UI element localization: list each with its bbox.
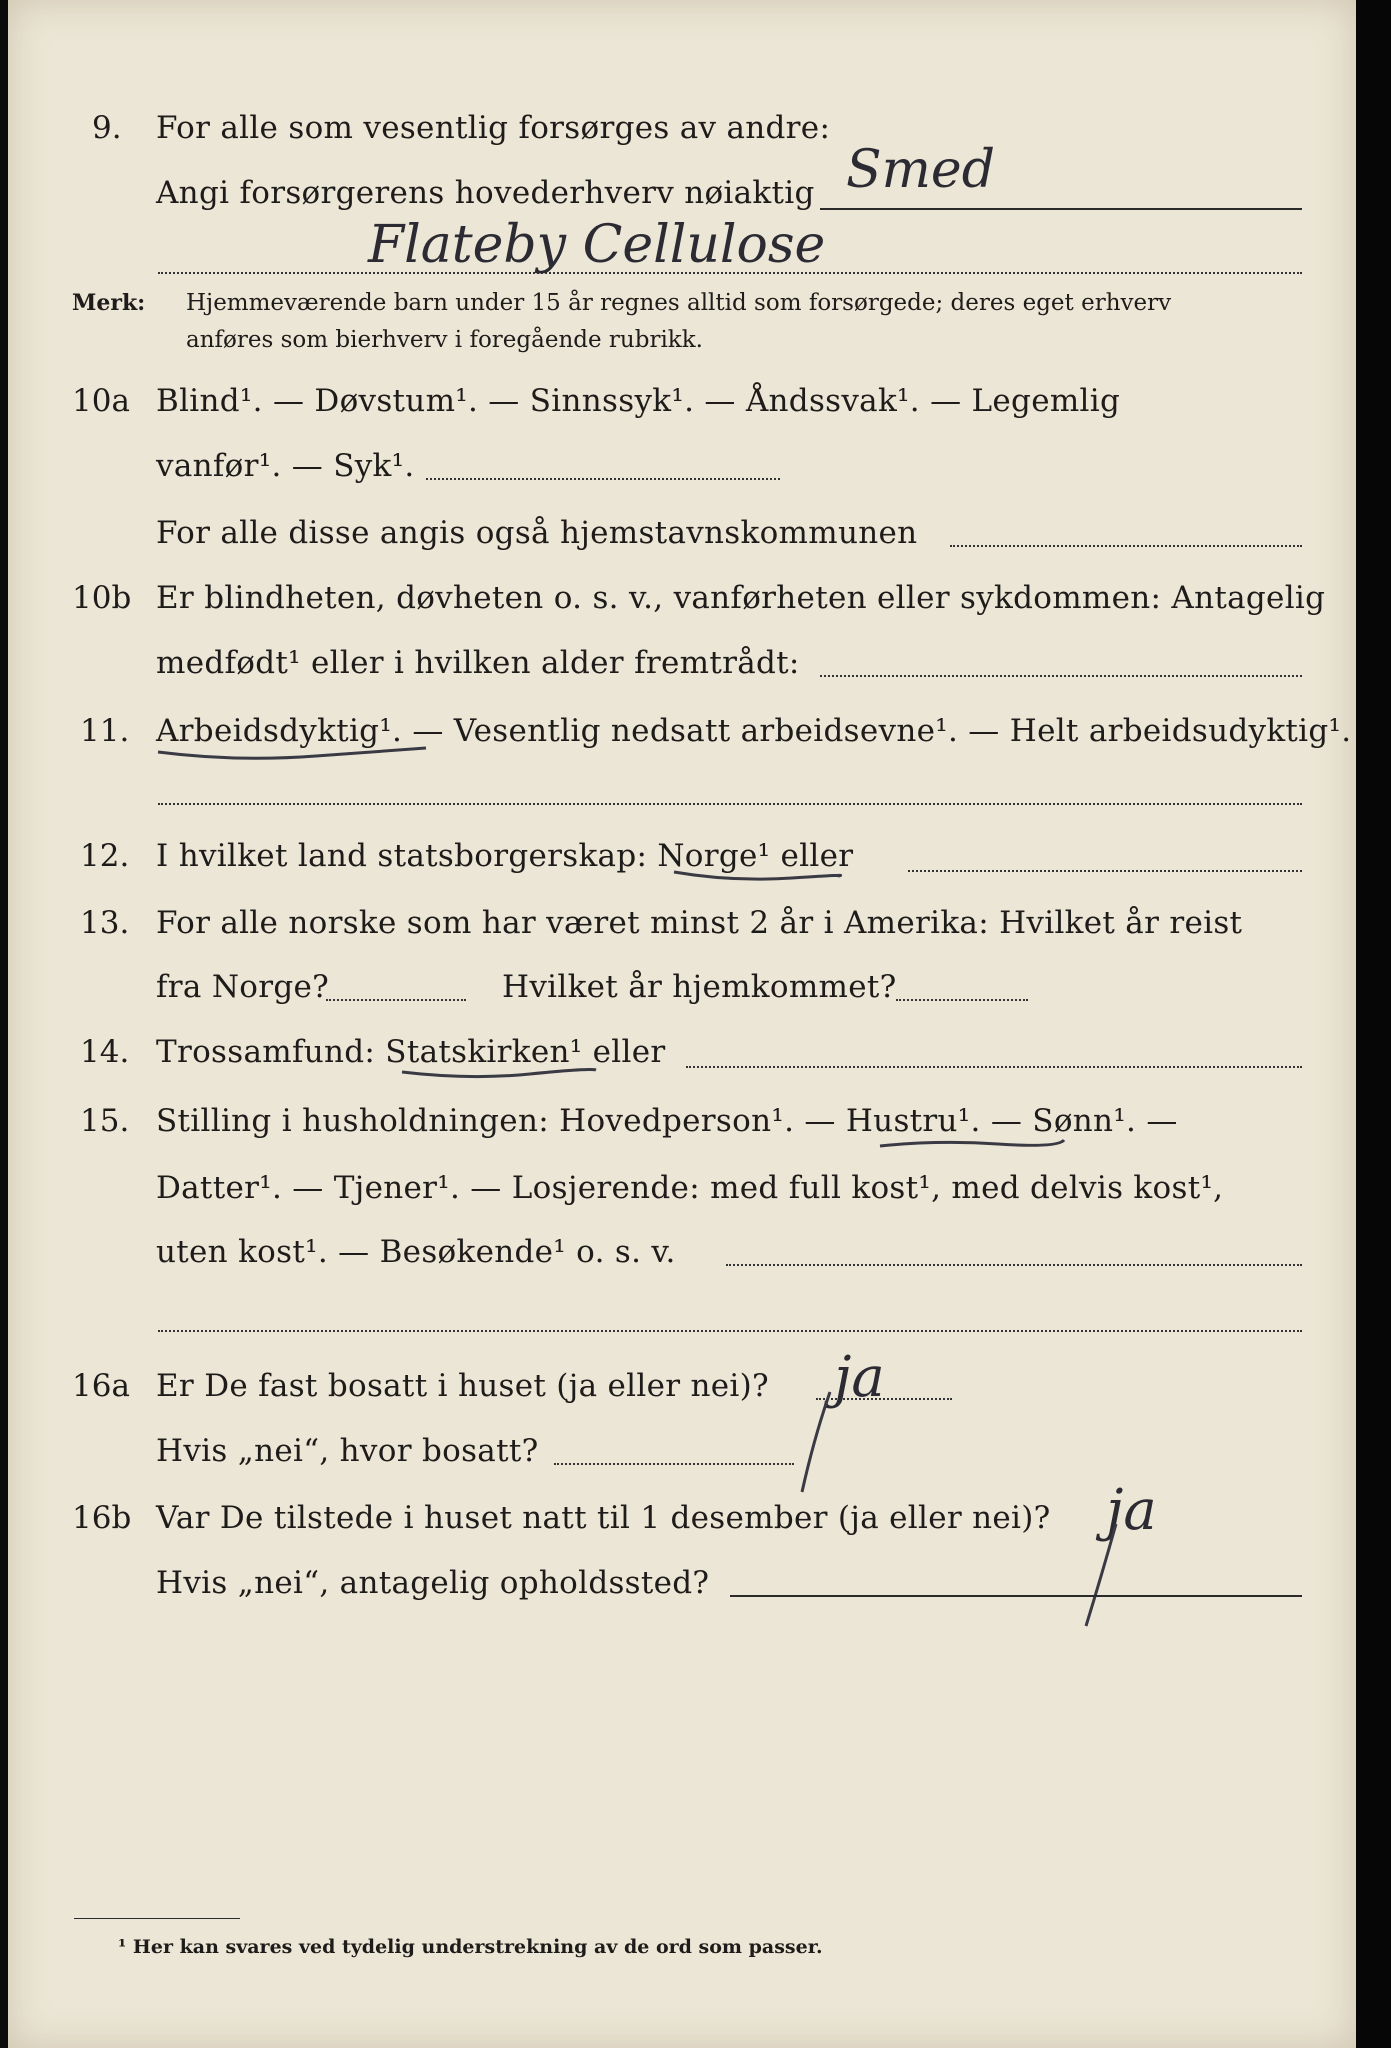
merk-line2: anføres som bierhverv i foregående rubrikk. <box>186 327 703 353</box>
footnote-divider <box>74 1918 240 1919</box>
q10a-line2: vanfør¹. — Syk¹. <box>156 448 415 484</box>
q14-line1: Trossamfund: Statskirken¹ eller <box>156 1034 666 1070</box>
q16a-line2: Hvis „nei“, hvor bosatt? <box>156 1433 539 1469</box>
q16b-number: 16b <box>72 1500 132 1536</box>
q10b-number: 10b <box>72 580 132 616</box>
q13-return-line <box>896 999 1028 1001</box>
scan-edge <box>1356 0 1391 2048</box>
q11-answer-line <box>158 803 1302 805</box>
q16a-handwritten-stroke <box>794 1388 834 1498</box>
q16a-line1: Er De fast bosatt i huset (ja eller nei)? <box>156 1368 769 1404</box>
q9-answer-line <box>820 208 1302 210</box>
q16a-residence-line <box>554 1463 794 1465</box>
q11-line1: Arbeidsdyktig¹. — Vesentlig nedsatt arbeidsevne¹. — Helt arbeidsudyktig¹. <box>156 713 1352 749</box>
q16b-line2: Hvis „nei“, antagelig opholdssted? <box>156 1565 710 1601</box>
q9-handwritten-occupation: Smed <box>846 140 995 200</box>
q10a-line1: Blind¹. — Døvstum¹. — Sinnssyk¹. — Åndssvak¹. — Legemlig <box>156 383 1121 419</box>
q10a-line3: For alle disse angis også hjemstavnskommunen <box>156 515 918 551</box>
q11-number: 11. <box>80 713 130 749</box>
q10a-answer-line <box>426 478 780 480</box>
q10a-number: 10a <box>72 383 130 419</box>
q16a-number: 16a <box>72 1368 130 1404</box>
q10b-line2: medfødt¹ eller i hvilken alder fremtrådt: <box>156 645 800 681</box>
merk-line1: Hjemmeværende barn under 15 år regnes alltid som forsørgede; deres eget erhverv <box>186 290 1172 316</box>
q10a-kommune-line <box>950 545 1302 547</box>
q15-number: 15. <box>80 1103 130 1139</box>
q13-line2a: fra Norge? <box>156 969 330 1005</box>
q15-line2: Datter¹. — Tjener¹. — Losjerende: med full kost¹, med delvis kost¹, <box>156 1170 1224 1206</box>
q12-answer-line <box>908 870 1302 872</box>
q10b-line1: Er blindheten, døvheten o. s. v., vanførheten eller sykdommen: Antagelig <box>156 580 1326 616</box>
q16b-answer-line <box>730 1595 1302 1597</box>
q9-line2: Angi forsørgerens hovederhverv nøiaktig <box>156 175 815 211</box>
footnote: ¹ Her kan svares ved tydelig understrekning av de ord som passer. <box>118 1936 823 1958</box>
q15-line3: uten kost¹. — Besøkende¹ o. s. v. <box>156 1234 676 1270</box>
q15-line1: Stilling i husholdningen: Hovedperson¹. — Hustru¹. — Sønn¹. — <box>156 1103 1178 1139</box>
q11-handwritten-underline <box>156 740 436 764</box>
census-form-page <box>8 0 1356 2048</box>
q13-number: 13. <box>80 905 130 941</box>
q14-answer-line <box>686 1066 1302 1068</box>
q9-line1: For alle som vesentlig forsørges av andre: <box>156 110 831 146</box>
q12-handwritten-underline <box>672 866 842 886</box>
q15-answer-line <box>726 1264 1302 1266</box>
q9-handwritten-employer: Flateby Cellulose <box>368 215 826 275</box>
q12-line1: I hvilket land statsborgerskap: Norge¹ eller <box>156 838 854 874</box>
q15-answer-line-2 <box>158 1330 1302 1332</box>
q12-number: 12. <box>80 838 130 874</box>
q16b-handwritten-answer: ja <box>1106 1478 1157 1543</box>
q16b-handwritten-stroke <box>1076 1520 1122 1630</box>
q16a-handwritten-answer: ja <box>834 1345 885 1410</box>
q9-number: 9. <box>92 110 122 146</box>
q13-line2b: Hvilket år hjemkommet? <box>502 969 897 1005</box>
merk-label: Merk: <box>72 290 146 316</box>
q13-departure-line <box>326 999 466 1001</box>
q16b-line1: Var De tilstede i huset natt til 1 desember (ja eller nei)? <box>156 1500 1051 1536</box>
q10b-answer-line <box>820 675 1302 677</box>
q13-line1: For alle norske som har været minst 2 år i Amerika: Hvilket år reist <box>156 905 1243 941</box>
q14-handwritten-underline <box>400 1062 600 1082</box>
q14-number: 14. <box>80 1034 130 1070</box>
q15-handwritten-underline <box>878 1134 1068 1154</box>
